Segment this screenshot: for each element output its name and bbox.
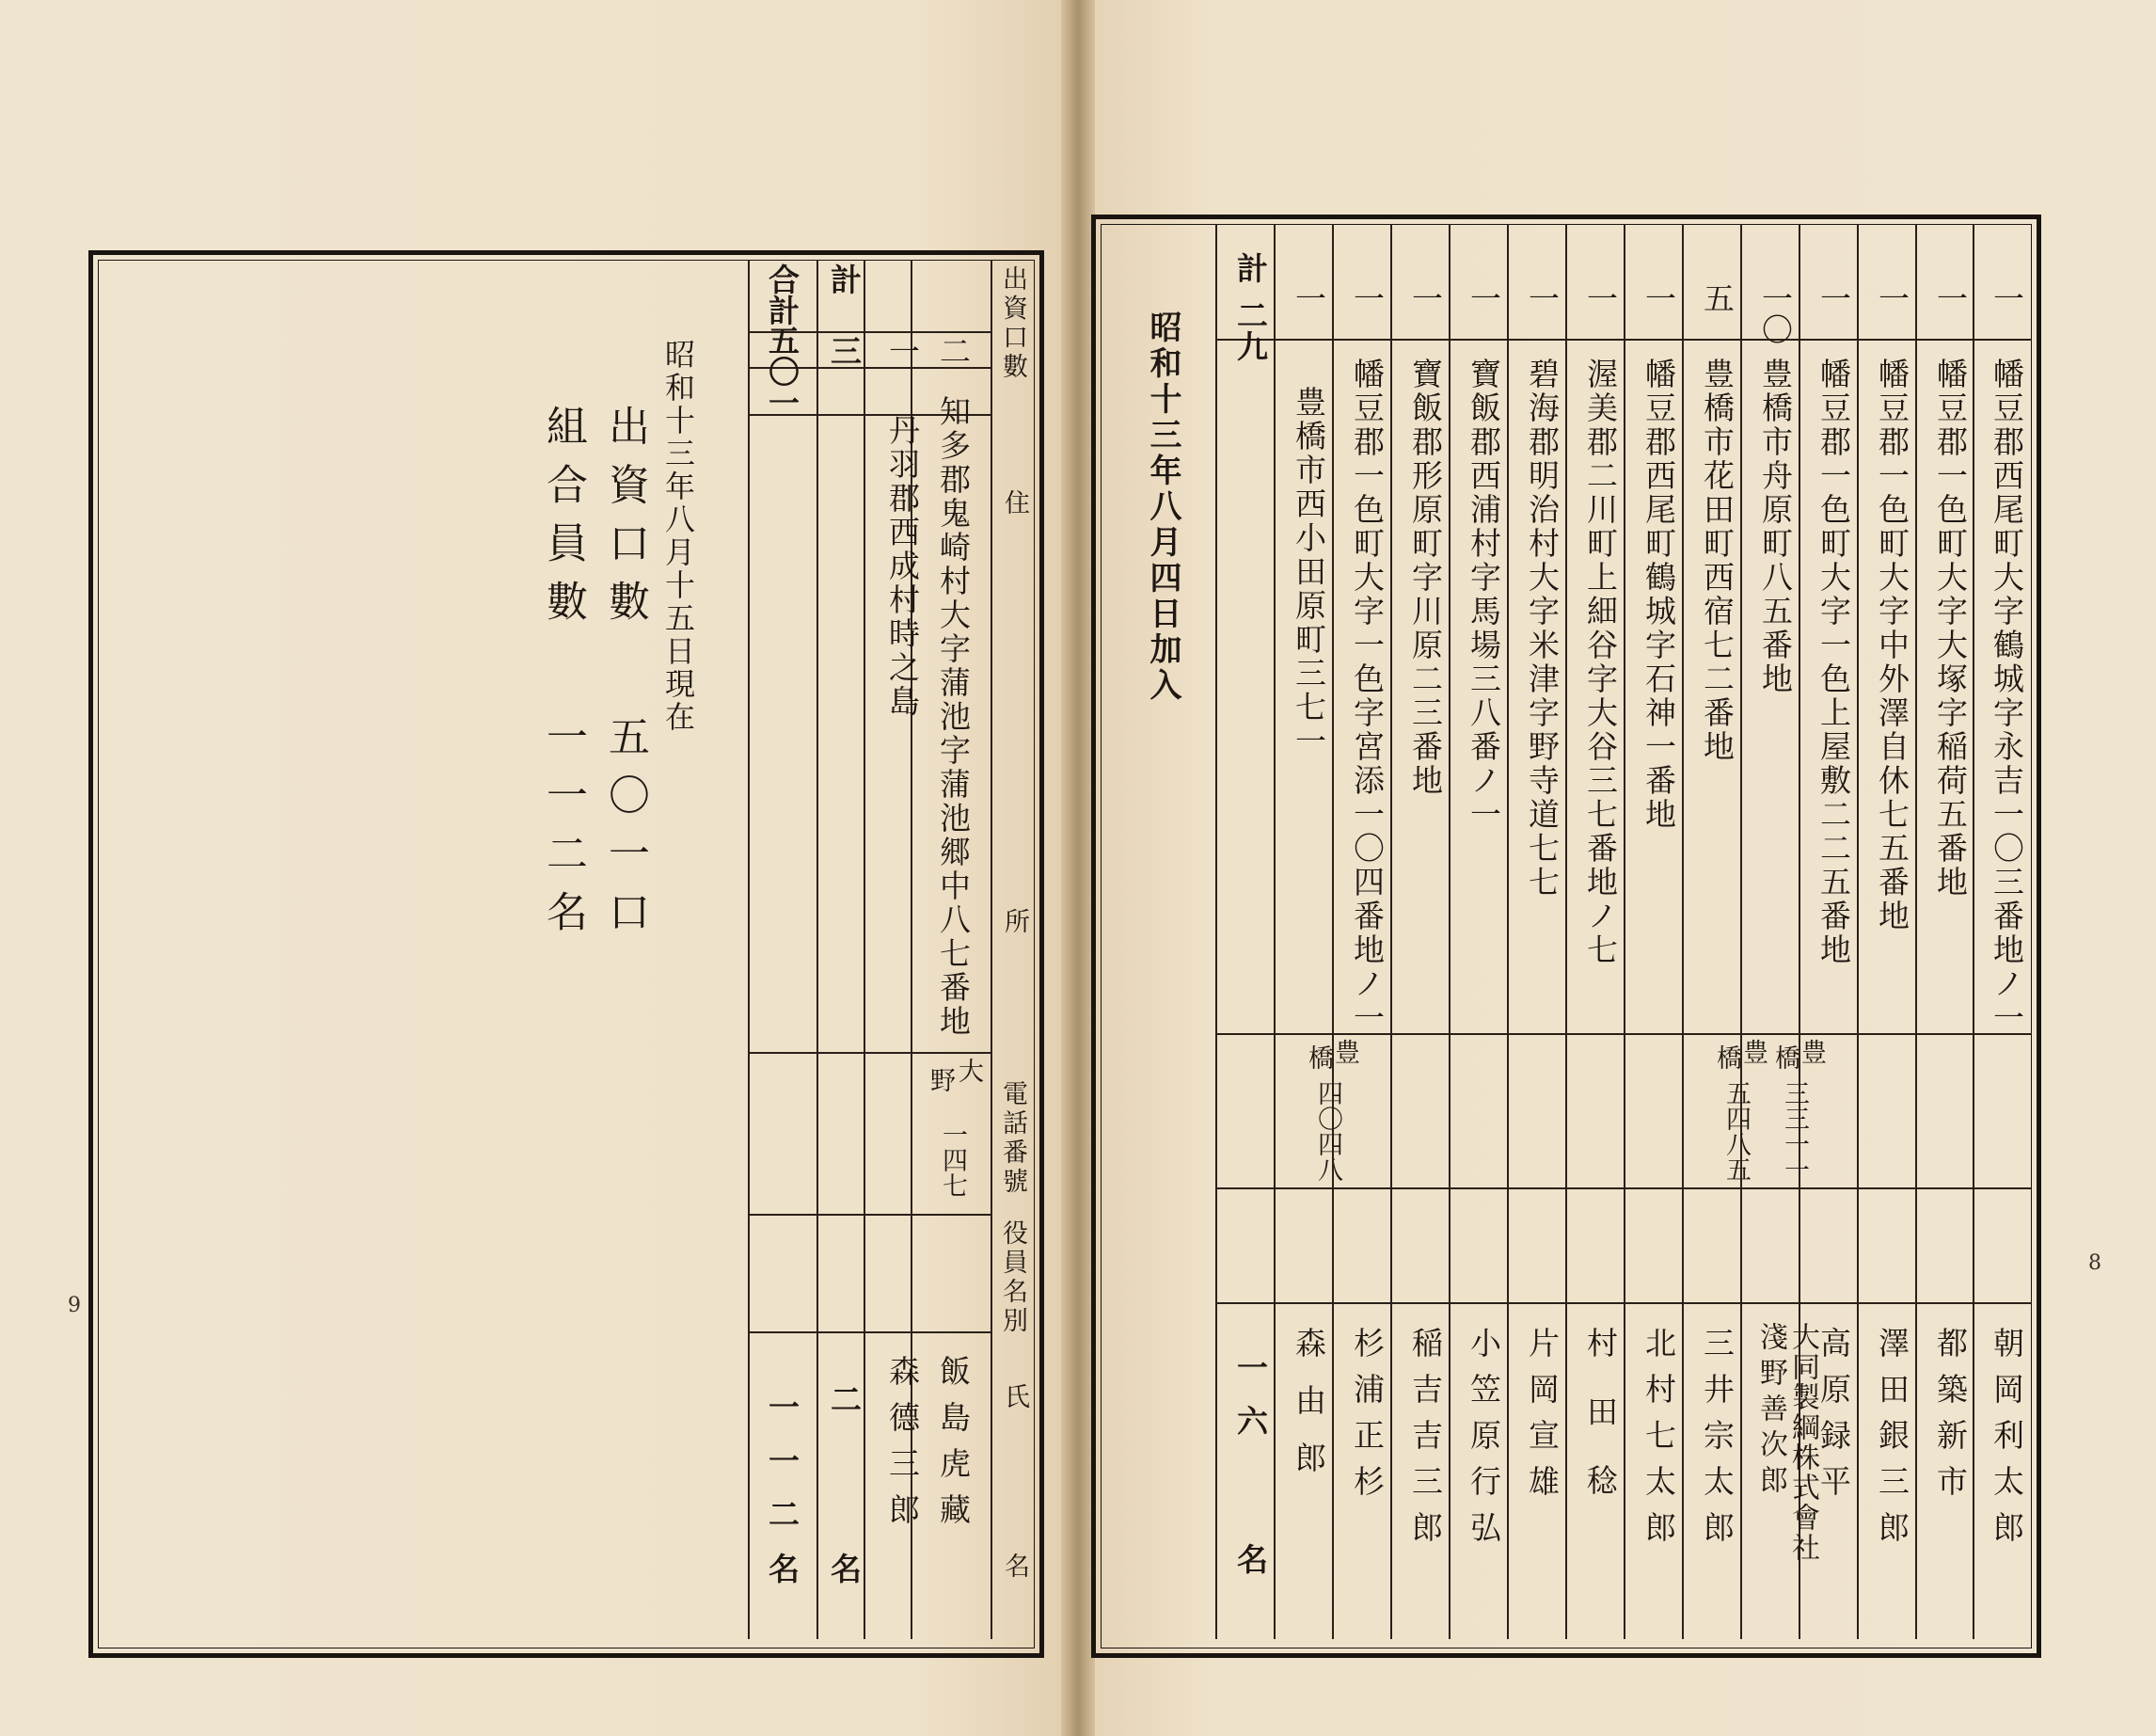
- right-col-divider: [1565, 224, 1567, 1639]
- left-page-number: 9: [68, 1294, 81, 1317]
- left-col-divider: [991, 260, 992, 1639]
- entry-units: 一: [1641, 282, 1677, 313]
- subtotal-people: 二: [826, 1383, 863, 1414]
- entry-units: 二: [935, 335, 972, 366]
- left-row-divider: [748, 1331, 991, 1333]
- subtotal-label: 計: [826, 263, 863, 295]
- entry-name: 杉浦正杉: [1349, 1327, 1386, 1511]
- left-row-divider: [748, 1214, 991, 1216]
- entry-phone-number: 四〇四八: [1313, 1080, 1342, 1182]
- entry-phone-number: 五四八五: [1721, 1080, 1751, 1182]
- right-col-divider: [1507, 224, 1509, 1639]
- entry-phone-exchange-2: 野: [926, 1067, 955, 1092]
- left-row-divider: [748, 1052, 991, 1054]
- entry-units: 一: [1989, 282, 2025, 313]
- right-col-divider: [1332, 224, 1334, 1639]
- entry-name: 北村七太郎: [1641, 1327, 1677, 1557]
- subtotal-units: 三: [826, 335, 863, 366]
- right-page-number: 8: [2088, 1251, 2101, 1275]
- entry-phone-number: 三三一一: [1780, 1080, 1809, 1182]
- entry-phone-exchange: 豊: [1797, 1039, 1826, 1064]
- entry-phone-exchange: 豊: [1738, 1039, 1768, 1064]
- entry-phone-exchange-2: 橋: [1712, 1044, 1741, 1070]
- entry-company: 大同製綱株式會社: [1786, 1322, 1819, 1563]
- header-phone: 電話番號: [998, 1080, 1027, 1197]
- join-date: 昭和十三年八月四日加入: [1144, 311, 1181, 704]
- summary-units-label: 出資口數: [601, 405, 649, 638]
- right-row-divider: [1215, 1033, 2032, 1035]
- entry-name: 三井宗太郎: [1699, 1327, 1736, 1557]
- entry-address: 丹羽郡西成村時之島: [884, 414, 921, 719]
- entry-name: 村田稔: [1582, 1327, 1619, 1533]
- right-col-divider: [1740, 224, 1742, 1639]
- right-col-divider: [1973, 224, 1974, 1639]
- entry-name: 淺野善次郎: [1754, 1322, 1787, 1501]
- left-col-divider: [816, 260, 818, 1639]
- entry-address: 幡豆郡一色町大字中外澤自休七五番地: [1874, 358, 1910, 933]
- right-col-divider: [1390, 224, 1392, 1639]
- right-row-divider: [1215, 1187, 2032, 1189]
- right-col-divider: [1215, 224, 1217, 1639]
- grand-total-people: 一一二: [764, 1391, 801, 1552]
- summary-members-label: 組合員數: [539, 405, 587, 638]
- entry-name: 稲吉吉三郎: [1407, 1327, 1444, 1557]
- entry-address: 豊橋市舟原町八五番地: [1757, 358, 1794, 696]
- entry-units: 一: [884, 335, 921, 366]
- entry-units: 一: [1932, 282, 1969, 313]
- subtotal-suffix: 名: [826, 1553, 863, 1584]
- entry-address: 幡豆郡一色町大字大塚字稲荷五番地: [1932, 358, 1969, 900]
- left-col-divider: [748, 260, 750, 1639]
- subtotal-units: 二九: [1232, 299, 1269, 361]
- header-units: 出資口數: [998, 265, 1027, 382]
- grand-total-label: 合計: [764, 263, 801, 326]
- grand-total-units: 五〇一: [764, 325, 801, 418]
- entry-units: 一: [1349, 282, 1386, 313]
- right-col-divider: [1915, 224, 1917, 1639]
- entry-address: 幡豆郡西尾町大字鶴城字永吉一〇三番地ノ一: [1989, 358, 2025, 1035]
- right-col-divider: [1857, 224, 1859, 1639]
- header-name-2: 名: [1000, 1553, 1029, 1582]
- entry-address: 寶飯郡形原町字川原二三番地: [1407, 358, 1444, 798]
- left-col-divider: [864, 260, 865, 1639]
- grand-total-suffix: 名: [764, 1553, 801, 1584]
- entry-name: 森德三郎: [884, 1355, 921, 1539]
- entry-address: 渥美郡二川町上細谷字大谷三七番地ノ七: [1582, 358, 1619, 967]
- entry-units: 一: [1815, 282, 1852, 313]
- entry-units: 一: [1291, 282, 1327, 313]
- summary-units-value: 五〇一口: [601, 715, 649, 948]
- entry-address: 碧海郡明治村大字米津字野寺道七七: [1524, 358, 1561, 900]
- entry-name: 片岡宣雄: [1524, 1327, 1561, 1511]
- summary-date: 昭和十三年八月十五日現在: [660, 339, 696, 734]
- book-gutter: [1061, 0, 1095, 1736]
- entry-name: 朝岡利太郎: [1989, 1327, 2025, 1557]
- summary-members-value: 一一二名: [539, 715, 587, 948]
- entry-name: 小笠原行弘: [1466, 1327, 1502, 1557]
- header-role: 役員名別: [998, 1219, 1027, 1336]
- entry-name: 森由郎: [1291, 1327, 1327, 1499]
- header-address: 住: [1000, 489, 1029, 518]
- right-row-divider: [1215, 339, 2032, 341]
- entry-units: 五: [1699, 282, 1736, 313]
- right-col-divider: [1624, 224, 1625, 1639]
- entry-units: 一: [1524, 282, 1561, 313]
- entry-address: 幡豆郡西尾町鶴城字石神一番地: [1641, 358, 1677, 832]
- entry-units: 一: [1407, 282, 1444, 313]
- subtotal-people: 一六: [1232, 1351, 1269, 1458]
- entry-units: 一: [1874, 282, 1910, 313]
- entry-address: 豊橋市西小田原町三七一: [1291, 386, 1327, 758]
- right-col-divider: [1449, 224, 1451, 1639]
- entry-name: 高原録平: [1815, 1327, 1852, 1511]
- entry-phone-exchange-2: 橋: [1770, 1044, 1799, 1070]
- header-name: 氏: [1000, 1383, 1029, 1412]
- subtotal-label: 計: [1232, 252, 1269, 283]
- right-col-divider: [1682, 224, 1684, 1639]
- entry-address: 寶飯郡西浦村字馬場三八番ノ一: [1466, 358, 1502, 832]
- entry-name: 都築新市: [1932, 1327, 1969, 1511]
- entry-phone-exchange: 大: [954, 1058, 983, 1083]
- entry-name: 澤田銀三郎: [1874, 1327, 1910, 1557]
- entry-units: 一: [1582, 282, 1619, 313]
- entry-address: 豊橋市花田町西宿七二番地: [1699, 358, 1736, 764]
- right-col-divider: [1274, 224, 1276, 1639]
- entry-units: 一: [1466, 282, 1502, 313]
- entry-phone-number: 一四七: [938, 1122, 967, 1198]
- entry-phone-exchange: 豊: [1330, 1039, 1359, 1064]
- entry-name: 飯島虎藏: [935, 1355, 972, 1539]
- entry-address: 幡豆郡一色町大字一色上屋敷二二五番地: [1815, 358, 1852, 967]
- header-address-2: 所: [1000, 908, 1029, 937]
- right-row-divider: [1215, 1302, 2032, 1304]
- entry-address: 幡豆郡一色町大字一色字宮添一〇四番地ノ一: [1349, 358, 1386, 1035]
- entry-units: 一〇: [1757, 282, 1794, 344]
- entry-phone-exchange-2: 橋: [1304, 1044, 1333, 1070]
- subtotal-suffix: 名: [1232, 1543, 1269, 1574]
- entry-address: 知多郡鬼崎村大字蒲池字蒲池郷中八七番地: [935, 395, 972, 1039]
